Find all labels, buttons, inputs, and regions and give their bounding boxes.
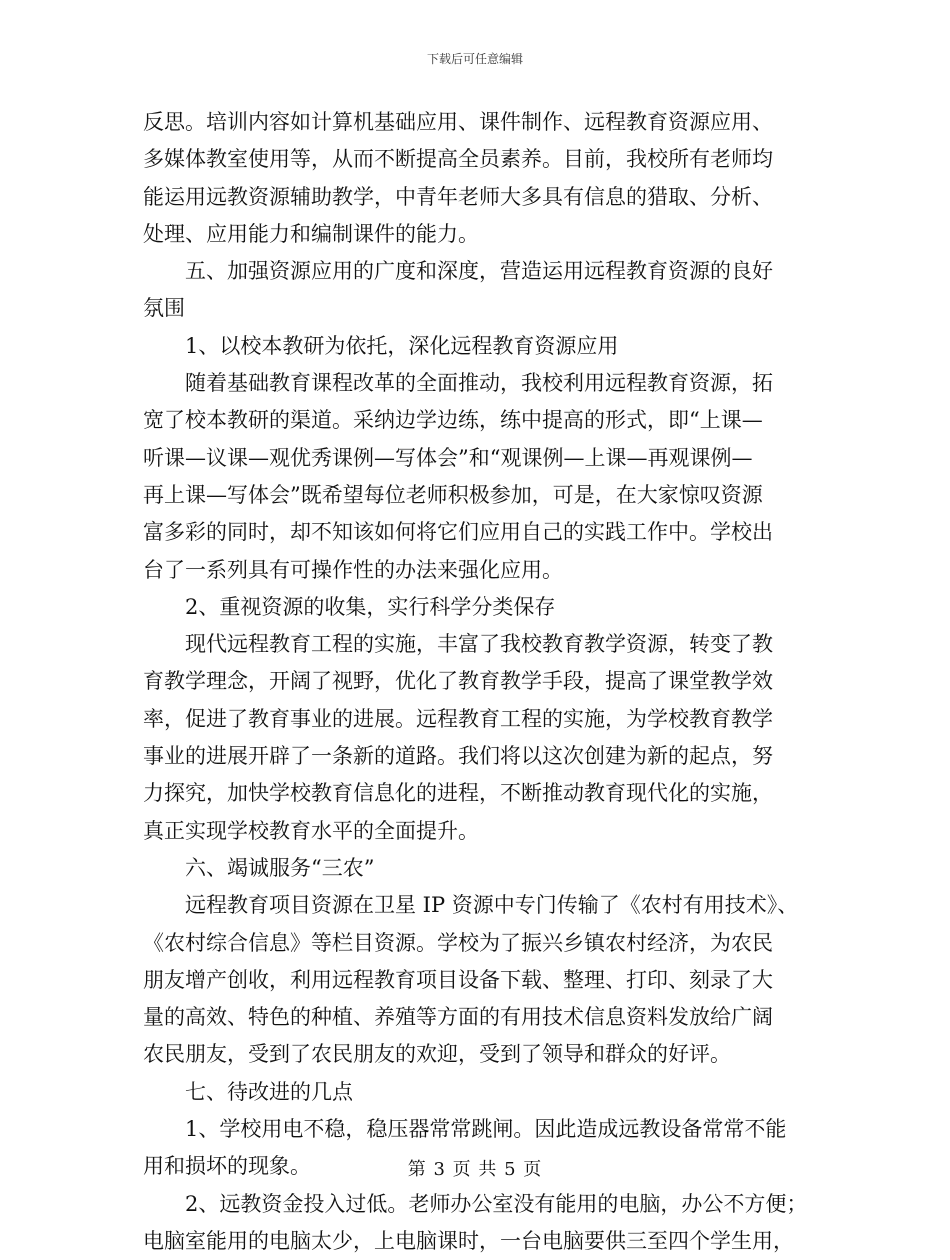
text-line: 事业的进展开辟了一条新的道路。我们将以这次创建为新的起点，努	[143, 744, 773, 769]
text-line: 农民朋友，受到了农民朋友的欢迎，受到了领导和群众的好评。	[143, 1042, 731, 1067]
text-line: 富多彩的同时，却不知该如何将它们应用自己的实践工作中。学校出	[143, 520, 773, 545]
text-line: 量的高效、特色的种植、养殖等方面的有用技术信息资料发放给广阔	[143, 1005, 773, 1030]
text-line: 五、加强资源应用的广度和深度，营造运用远程教育资源的良好	[185, 259, 773, 284]
page-number: 第 3 页 共 5 页	[407, 1159, 543, 1180]
text-line: 2、远教资金投入过低。老师办公室没有能用的电脑，办公不方便；	[185, 1191, 808, 1216]
text-line: 力探究，加快学校教育信息化的进程，不断推动教育现代化的实施，	[143, 781, 773, 806]
text-line: 氛围	[143, 296, 185, 321]
text-line: 能运用远教资源辅助教学，中青年老师大多具有信息的猎取、分析、	[143, 184, 773, 209]
text-line: 台了一系列具有可操作性的办法来强化应用。	[143, 557, 563, 582]
text-line: 1、以校本教研为依托，深化远程教育资源应用	[185, 333, 619, 358]
text-line: 反思。培训内容如计算机基础应用、课件制作、远程教育资源应用、	[143, 110, 773, 134]
text-line: 真正实现学校教育水平的全面提升。	[143, 818, 479, 843]
text-line: 远程教育项目资源在卫星 IP 资源中专门传输了《农村有用技术》、	[185, 893, 799, 918]
text-line: 多媒体教室使用等，从而不断提高全员素养。目前，我校所有老师均	[143, 147, 773, 172]
text-line: 七、待改进的几点	[185, 1079, 353, 1104]
text-line: 处理、应用能力和编制课件的能力。	[143, 221, 479, 246]
text-line: 宽了校本教研的渠道。采纳边学边练，练中提高的形式，即“上课—	[143, 408, 763, 433]
text-line: 育教学理念，开阔了视野，优化了教育教学手段，提高了课堂教学效	[143, 669, 773, 694]
text-line: 电脑室能用的电脑太少，上电脑课时，一台电脑要供三至四个学生用，	[143, 1228, 794, 1253]
text-line: 朋友增产创收，利用远程教育项目设备下载、整理、打印、刻录了大	[143, 967, 773, 992]
text-line: 六、竭诚服务“三农”	[185, 855, 375, 880]
text-line: 现代远程教育工程的实施，丰富了我校教育教学资源，转变了教	[185, 632, 773, 657]
text-line: 随着基础教育课程改革的全面推动，我校利用远程教育资源，拓	[185, 371, 773, 396]
document-body	[143, 104, 813, 1260]
text-line: 《农村综合信息》等栏目资源。学校为了振兴乡镇农村经济，为农民	[143, 930, 773, 955]
page-header: 下载后可任意编辑	[426, 52, 523, 66]
text-line: 听课—议课—观优秀课例—写体会”和“观课例—上课—再观课例—	[143, 445, 753, 470]
text-line: 1、学校用电不稳，稳压器常常跳闸。因此造成远教设备常常不能	[185, 1117, 787, 1142]
text-line: 2、重视资源的收集，实行科学分类保存	[185, 594, 556, 619]
text-line: 再上课—写体会”既希望每位老师积极参加，可是，在大家惊叹资源	[143, 482, 763, 507]
text-line: 率，促进了教育事业的进展。远程教育工程的实施，为学校教育教学	[143, 706, 773, 731]
text-line: 用和损坏的现象。	[143, 1154, 311, 1179]
